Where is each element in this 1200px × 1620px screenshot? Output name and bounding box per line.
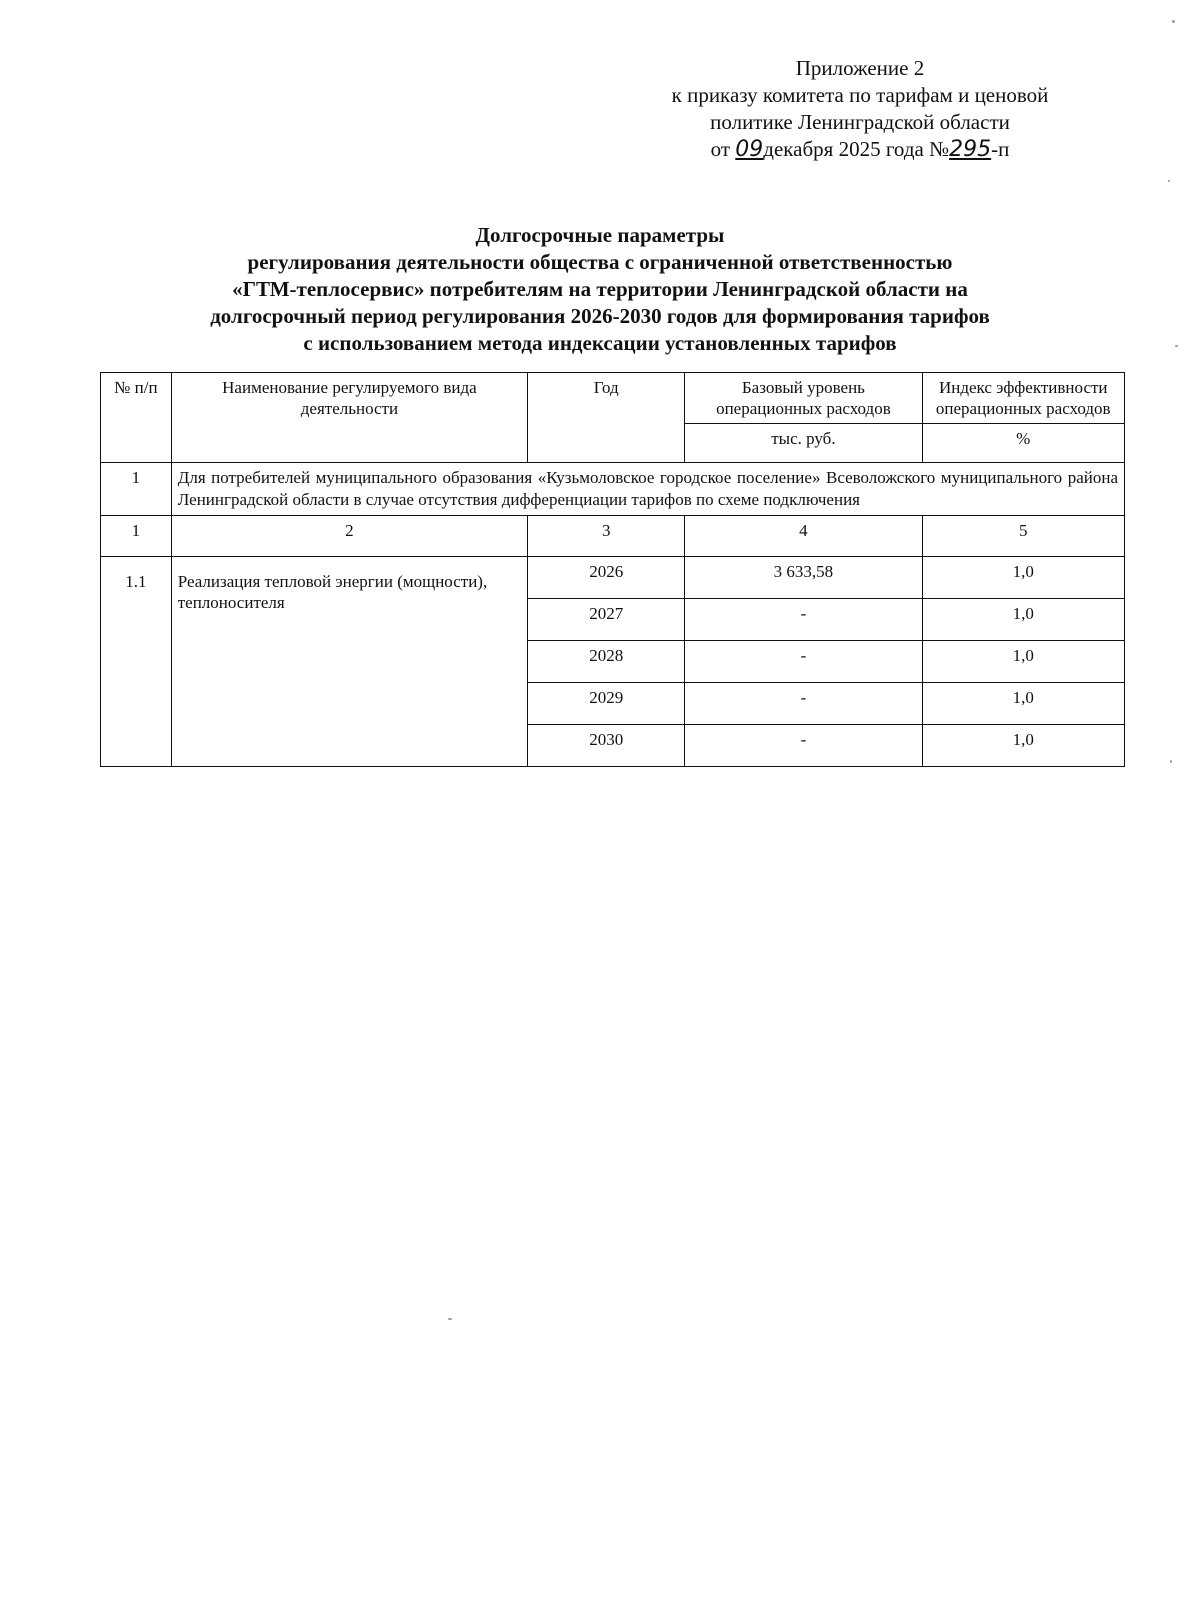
row-efficiency-index: 1,0	[922, 599, 1125, 641]
annex-day-handwritten: 09	[735, 137, 764, 162]
column-numbers-row	[101, 516, 1125, 557]
row-efficiency-index: 1,0	[922, 683, 1125, 725]
scan-speck	[1170, 760, 1172, 763]
title-line-5: с использованием метода индексации установленных тарифов	[303, 331, 897, 355]
table-group-row	[101, 463, 1125, 516]
group-num: 1	[101, 463, 172, 516]
title-line-3: «ГТМ-теплосервис» потребителям на территории Ленинградской области на	[232, 277, 968, 301]
annex-suffix: -п	[991, 137, 1010, 161]
annex-number-handwritten: 295	[949, 137, 992, 162]
row-efficiency-index: 1,0	[922, 641, 1125, 683]
annex-mid: декабря 2025 года №	[763, 137, 950, 161]
column-number: 3	[528, 516, 685, 557]
annex-line-2: к приказу комитета по тарифам и ценовой	[671, 83, 1049, 107]
row-year: 2028	[528, 641, 685, 683]
title-line-1: Долгосрочные параметры	[475, 223, 725, 247]
table-row	[101, 557, 1125, 599]
annex-prefix: от	[710, 137, 731, 161]
title-line-4: долгосрочный период регулирования 2026-2030 годов для формирования тарифов	[210, 304, 990, 328]
annex-header	[600, 55, 1120, 163]
row-base-level: -	[685, 725, 922, 767]
column-number: 1	[101, 516, 172, 557]
title-line-2: регулирования деятельности общества с ограниченной ответственностью	[247, 250, 953, 274]
parameters-table	[100, 372, 1125, 767]
row-year: 2026	[528, 557, 685, 599]
annex-line-1: Приложение 2	[795, 56, 925, 80]
header-base-level: Базовый уровень операционных расходов	[685, 373, 922, 424]
scan-speck	[1175, 345, 1178, 347]
row-efficiency-index: 1,0	[922, 725, 1125, 767]
scan-speck	[1168, 180, 1170, 182]
row-efficiency-index: 1,0	[922, 557, 1125, 599]
header-year: Год	[528, 373, 685, 463]
document-title	[100, 222, 1100, 357]
row-year: 2027	[528, 599, 685, 641]
row-year: 2029	[528, 683, 685, 725]
header-activity: Наименование регулируемого вида деятельности	[171, 373, 527, 463]
row-year: 2030	[528, 725, 685, 767]
row-base-level: -	[685, 683, 922, 725]
column-number: 4	[685, 516, 922, 557]
group-description: Для потребителей муниципального образования «Кузьмоловское городское поселение» Всеволожского муниципального района Ленинградской области в случае отсутствия дифференциации тарифов по схеме подключения	[171, 463, 1124, 516]
column-number: 2	[171, 516, 527, 557]
column-number: 5	[922, 516, 1125, 557]
header-efficiency-index: Индекс эффективности операционных расходов	[922, 373, 1125, 424]
scan-speck	[1172, 20, 1175, 23]
unit-base-level: тыс. руб.	[685, 424, 922, 463]
unit-efficiency-index: %	[922, 424, 1125, 463]
scan-speck	[448, 1318, 452, 1320]
item-num: 1.1	[101, 557, 172, 767]
row-base-level: -	[685, 599, 922, 641]
row-base-level: -	[685, 641, 922, 683]
annex-line-3: политике Ленинградской области	[710, 110, 1010, 134]
row-base-level: 3 633,58	[685, 557, 922, 599]
table-header-row	[101, 373, 1125, 424]
header-num: № п/п	[101, 373, 172, 463]
item-activity: Реализация тепловой энергии (мощности), теплоносителя	[171, 557, 527, 767]
annex-line-4	[600, 136, 1120, 163]
